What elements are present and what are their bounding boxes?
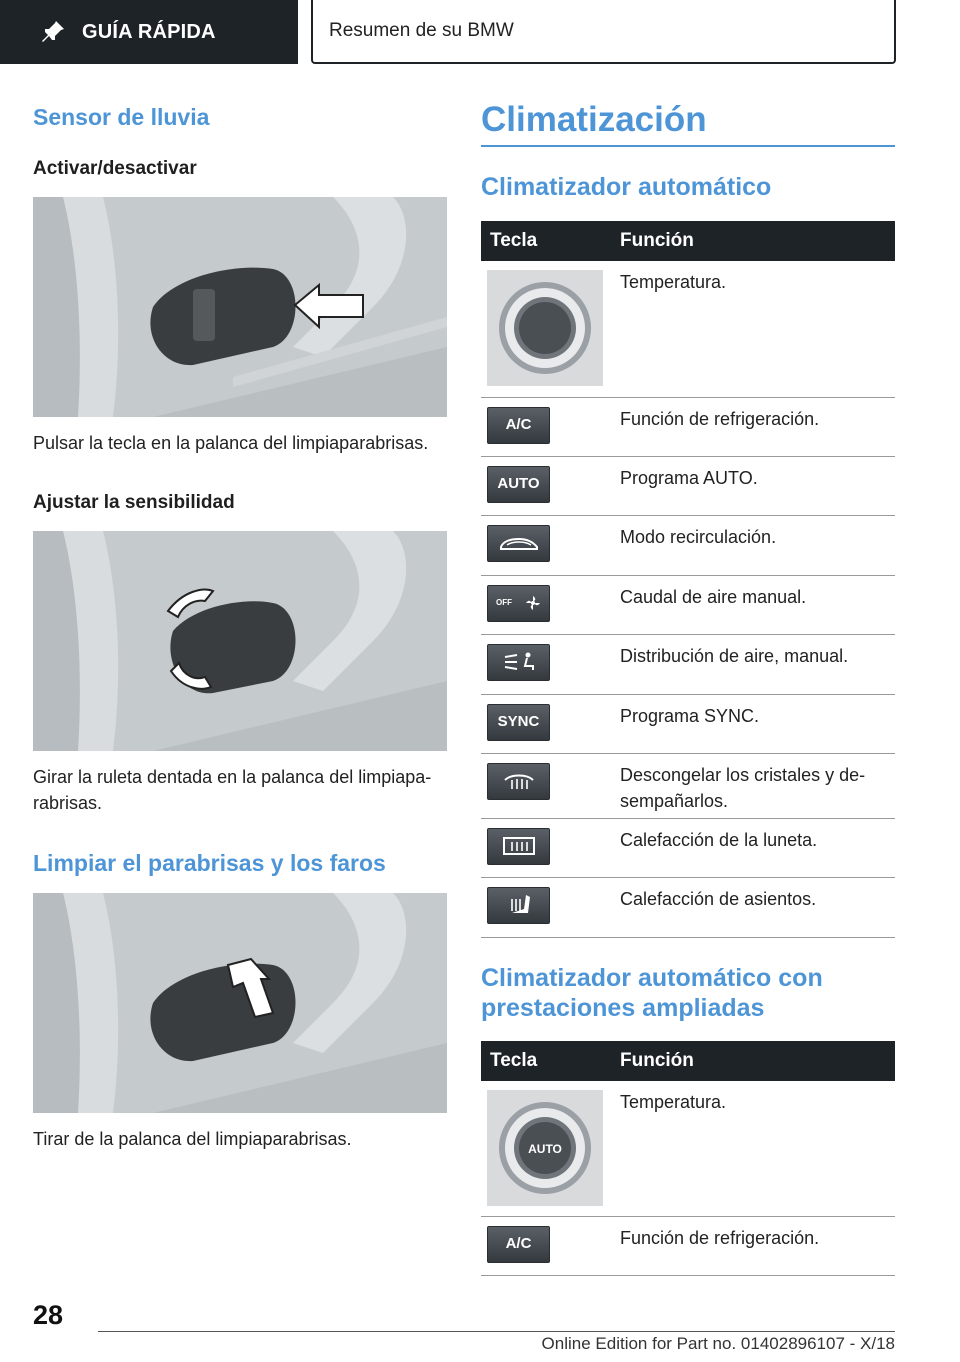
temperature-dial-icon: [487, 270, 603, 386]
table-row: [481, 515, 895, 575]
auto-button-icon: AUTO: [487, 466, 550, 503]
fan-off-label: OFF: [496, 598, 512, 607]
ac-button-icon: A/C: [487, 407, 550, 444]
section-tab[interactable]: [0, 0, 298, 64]
function-text: Temperatura.: [608, 261, 895, 397]
chapter-title: Resumen de su BMW: [311, 0, 896, 64]
function-text: Descongelar los cristales y desempañarlos.: [608, 753, 895, 818]
wiper-stalk-press-image: [33, 197, 447, 417]
table-row: [481, 397, 895, 456]
table-row: [481, 261, 895, 397]
extended-climate-heading: Climatizador automático con prestaciones ampliadas: [481, 964, 823, 1022]
sensitivity-heading: Ajustar la sensibilidad: [33, 492, 235, 513]
recirculation-icon: [487, 525, 550, 562]
col-function-header: Función: [608, 221, 895, 261]
wiper-stalk-pull-image: [33, 893, 447, 1113]
col-function-header: Función: [608, 1041, 895, 1081]
edition-text: Online Edition for Part no. 01402896107 - X/18: [541, 1334, 895, 1353]
table-row: [481, 877, 895, 937]
clean-heading: Limpiar el parabrisas y los faros: [33, 850, 386, 876]
rain-sensor-heading: Sensor de lluvia: [33, 104, 210, 130]
seat-heating-icon: [487, 887, 550, 924]
function-text: Temperatura.: [608, 1081, 895, 1216]
function-text: Modo recirculación.: [608, 515, 895, 575]
wiper-stalk-rotate-image: [33, 531, 447, 751]
windshield-defrost-icon: [487, 763, 550, 800]
function-text: Calefacción de la luneta.: [608, 818, 895, 877]
table-row: [481, 1081, 895, 1216]
sensitivity-text: Girar la ruleta dentada en la palanca del limpiaparabrisas.: [33, 767, 432, 813]
ac-button-icon: A/C: [487, 1226, 550, 1263]
air-distribution-icon: [487, 644, 550, 681]
page-number: 28: [33, 1300, 64, 1330]
function-text: Programa SYNC.: [608, 694, 895, 753]
sync-button-icon: SYNC: [487, 704, 550, 741]
table-row: [481, 575, 895, 634]
page-title: Climatización: [481, 100, 707, 139]
col-key-header: Tecla: [481, 221, 608, 261]
table-row: [481, 694, 895, 753]
extended-climate-table: [481, 1041, 895, 1276]
function-text: Función de refrigeración.: [608, 397, 895, 456]
table-row: [481, 1216, 895, 1275]
table-row: [481, 753, 895, 818]
table-row: [481, 818, 895, 877]
pushpin-icon: [40, 19, 66, 45]
function-text: Distribución de aire, manual.: [608, 634, 895, 694]
temperature-dial-auto-icon: [487, 1090, 603, 1206]
fan-icon: [487, 585, 550, 622]
auto-climate-table: [481, 221, 895, 938]
auto-climate-heading: Climatizador automático: [481, 173, 772, 201]
function-text: Función de refrigeración.: [608, 1216, 895, 1275]
function-text: Programa AUTO.: [608, 456, 895, 515]
table-row: [481, 456, 895, 515]
function-text: Caudal de aire manual.: [608, 575, 895, 634]
title-rule: [481, 145, 895, 147]
section-label: GUÍA RÁPIDA: [82, 20, 216, 43]
clean-text: Tirar de la palanca del limpiaparabrisas.: [33, 1129, 352, 1149]
activate-text: Pulsar la tecla en la palanca del limpiaparabrisas.: [33, 433, 429, 453]
dial-auto-label: AUTO: [528, 1142, 562, 1156]
table-row: [481, 634, 895, 694]
col-key-header: Tecla: [481, 1041, 608, 1081]
rear-window-heat-icon: [487, 828, 550, 865]
function-text: Calefacción de asientos.: [608, 877, 895, 937]
footer-rule: [98, 1331, 895, 1332]
activate-heading: Activar/desactivar: [33, 158, 197, 179]
